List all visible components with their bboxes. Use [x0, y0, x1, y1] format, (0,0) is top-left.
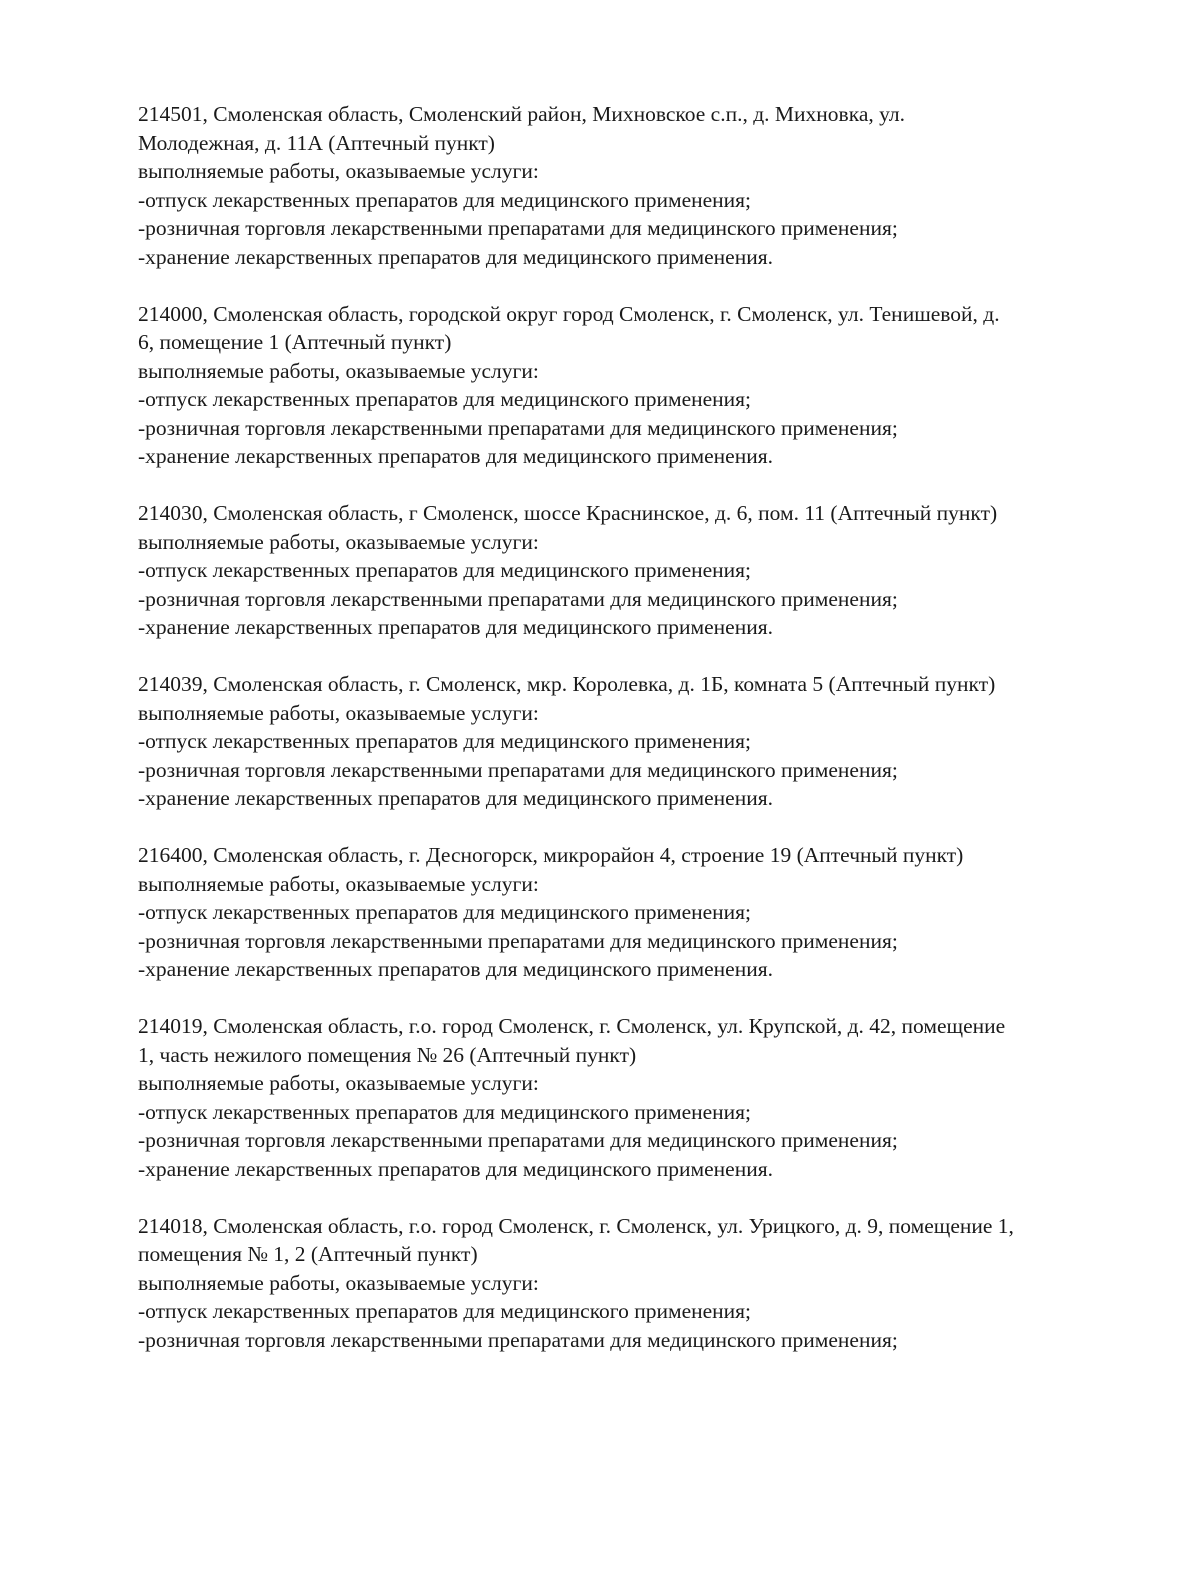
service-item: -хранение лекарственных препаратов для медицинского применения. — [138, 1156, 773, 1181]
address-line: 214039, Смоленская область, г. Смоленск, мкр. Королевка, д. 1Б, комната 5 (Аптечный пункт) — [138, 672, 996, 696]
address-line: Молодежная, д. 11А (Аптечный пункт) — [138, 130, 495, 155]
pharmacy-entry — [138, 1012, 1138, 1183]
service-item: -отпуск лекарственных препаратов для медицинского применения; — [138, 387, 752, 411]
service-item: -розничная торговля лекарственными препаратами для медицинского применения; — [138, 415, 898, 440]
service-item: -розничная торговля лекарственными препаратами для медицинского применения; — [138, 757, 898, 782]
service-item: -хранение лекарственных препаратов для медицинского применения. — [138, 615, 773, 639]
service-item: -розничная торговля лекарственными препаратами для медицинского применения; — [138, 586, 898, 611]
service-item: -отпуск лекарственных препаратов для медицинского применения; — [138, 729, 752, 753]
service-item: -хранение лекарственных препаратов для медицинского применения. — [138, 444, 773, 468]
services-heading: выполняемые работы, оказываемые услуги: — [138, 1270, 539, 1295]
services-heading: выполняемые работы, оказываемые услуги: — [138, 529, 539, 554]
service-item: -розничная торговля лекарственными препаратами для медицинского применения; — [138, 1327, 898, 1352]
service-item: -отпуск лекарственных препаратов для медицинского применения; — [138, 187, 752, 212]
address-line: 214501, Смоленская область, Смоленский район, Михновское с.п., д. Михновка, ул. — [138, 102, 906, 126]
service-item: -хранение лекарственных препаратов для медицинского применения. — [138, 786, 773, 810]
service-item: -розничная торговля лекарственными препаратами для медицинского применения; — [138, 928, 898, 953]
service-item: -хранение лекарственных препаратов для медицинского применения. — [138, 957, 773, 981]
service-item: -розничная торговля лекарственными препаратами для медицинского применения; — [138, 216, 898, 240]
services-heading: выполняемые работы, оказываемые услуги: — [138, 700, 539, 725]
service-item: -отпуск лекарственных препаратов для медицинского применения; — [138, 1299, 752, 1323]
services-heading: выполняемые работы, оказываемые услуги: — [138, 1071, 539, 1095]
service-item: -отпуск лекарственных препаратов для медицинского применения; — [138, 558, 752, 582]
pharmacy-entry — [138, 670, 1138, 813]
address-line: 214018, Смоленская область, г.о. город Смоленск, г. Смоленск, ул. Урицкого, д. 9, помещение 1, — [138, 1213, 1014, 1238]
service-item: -отпуск лекарственных препаратов для медицинского применения; — [138, 900, 752, 924]
service-item: -хранение лекарственных препаратов для медицинского применения. — [138, 244, 773, 269]
pharmacy-entry — [138, 841, 1138, 984]
address-line: помещения № 1, 2 (Аптечный пункт) — [138, 1242, 478, 1266]
services-heading: выполняемые работы, оказываемые услуги: — [138, 159, 539, 183]
address-line: 1, часть нежилого помещения № 26 (Аптечный пункт) — [138, 1042, 637, 1067]
pharmacy-entry — [138, 100, 1138, 271]
service-item: -отпуск лекарственных препаратов для медицинского применения; — [138, 1099, 752, 1124]
address-line: 214019, Смоленская область, г.о. город Смоленск, г. Смоленск, ул. Крупской, д. 42, помещение — [138, 1014, 1006, 1038]
service-item: -розничная торговля лекарственными препаратами для медицинского применения; — [138, 1128, 898, 1152]
address-line: 214000, Смоленская область, городской округ город Смоленск, г. Смоленск, ул. Тенишевой, д. — [138, 301, 1000, 326]
pharmacy-entry — [138, 499, 1138, 642]
services-heading: выполняемые работы, оказываемые услуги: — [138, 871, 539, 896]
address-line: 216400, Смоленская область, г. Десногорск, микрорайон 4, строение 19 (Аптечный пункт) — [138, 843, 964, 867]
pharmacy-entry — [138, 300, 1138, 471]
services-heading: выполняемые работы, оказываемые услуги: — [138, 358, 539, 383]
address-line: 6, помещение 1 (Аптечный пункт) — [138, 330, 452, 354]
address-line: 214030, Смоленская область, г Смоленск, шоссе Краснинское, д. 6, пом. 11 (Аптечный пункт) — [138, 501, 998, 525]
pharmacy-entry — [138, 1212, 1138, 1355]
document-page — [138, 100, 1138, 1383]
